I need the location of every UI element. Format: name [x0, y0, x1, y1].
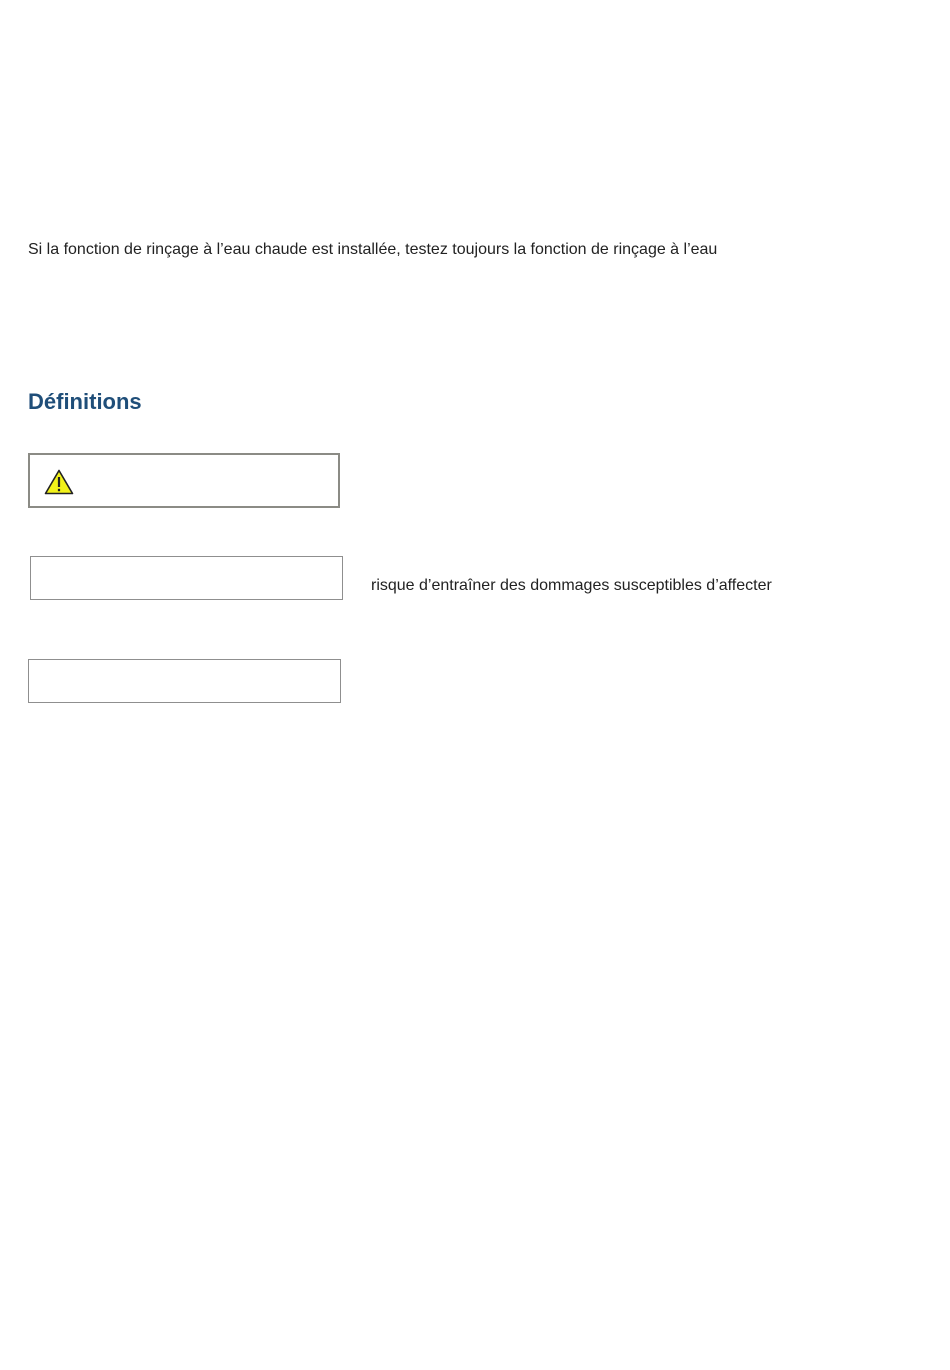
warning-triangle-icon — [44, 469, 74, 495]
intro-paragraph: Si la fonction de rinçage à l’eau chaude est installée, testez toujours la fonction de rinçage à l’eau — [28, 241, 718, 258]
warning-label-box — [28, 453, 340, 508]
note-label-box — [28, 659, 341, 703]
definitions-heading: Définitions — [28, 389, 142, 414]
caution-definition-text: risque d’entraîner des dommages susceptibles d’affecter — [371, 577, 772, 594]
caution-label-box — [30, 556, 343, 600]
